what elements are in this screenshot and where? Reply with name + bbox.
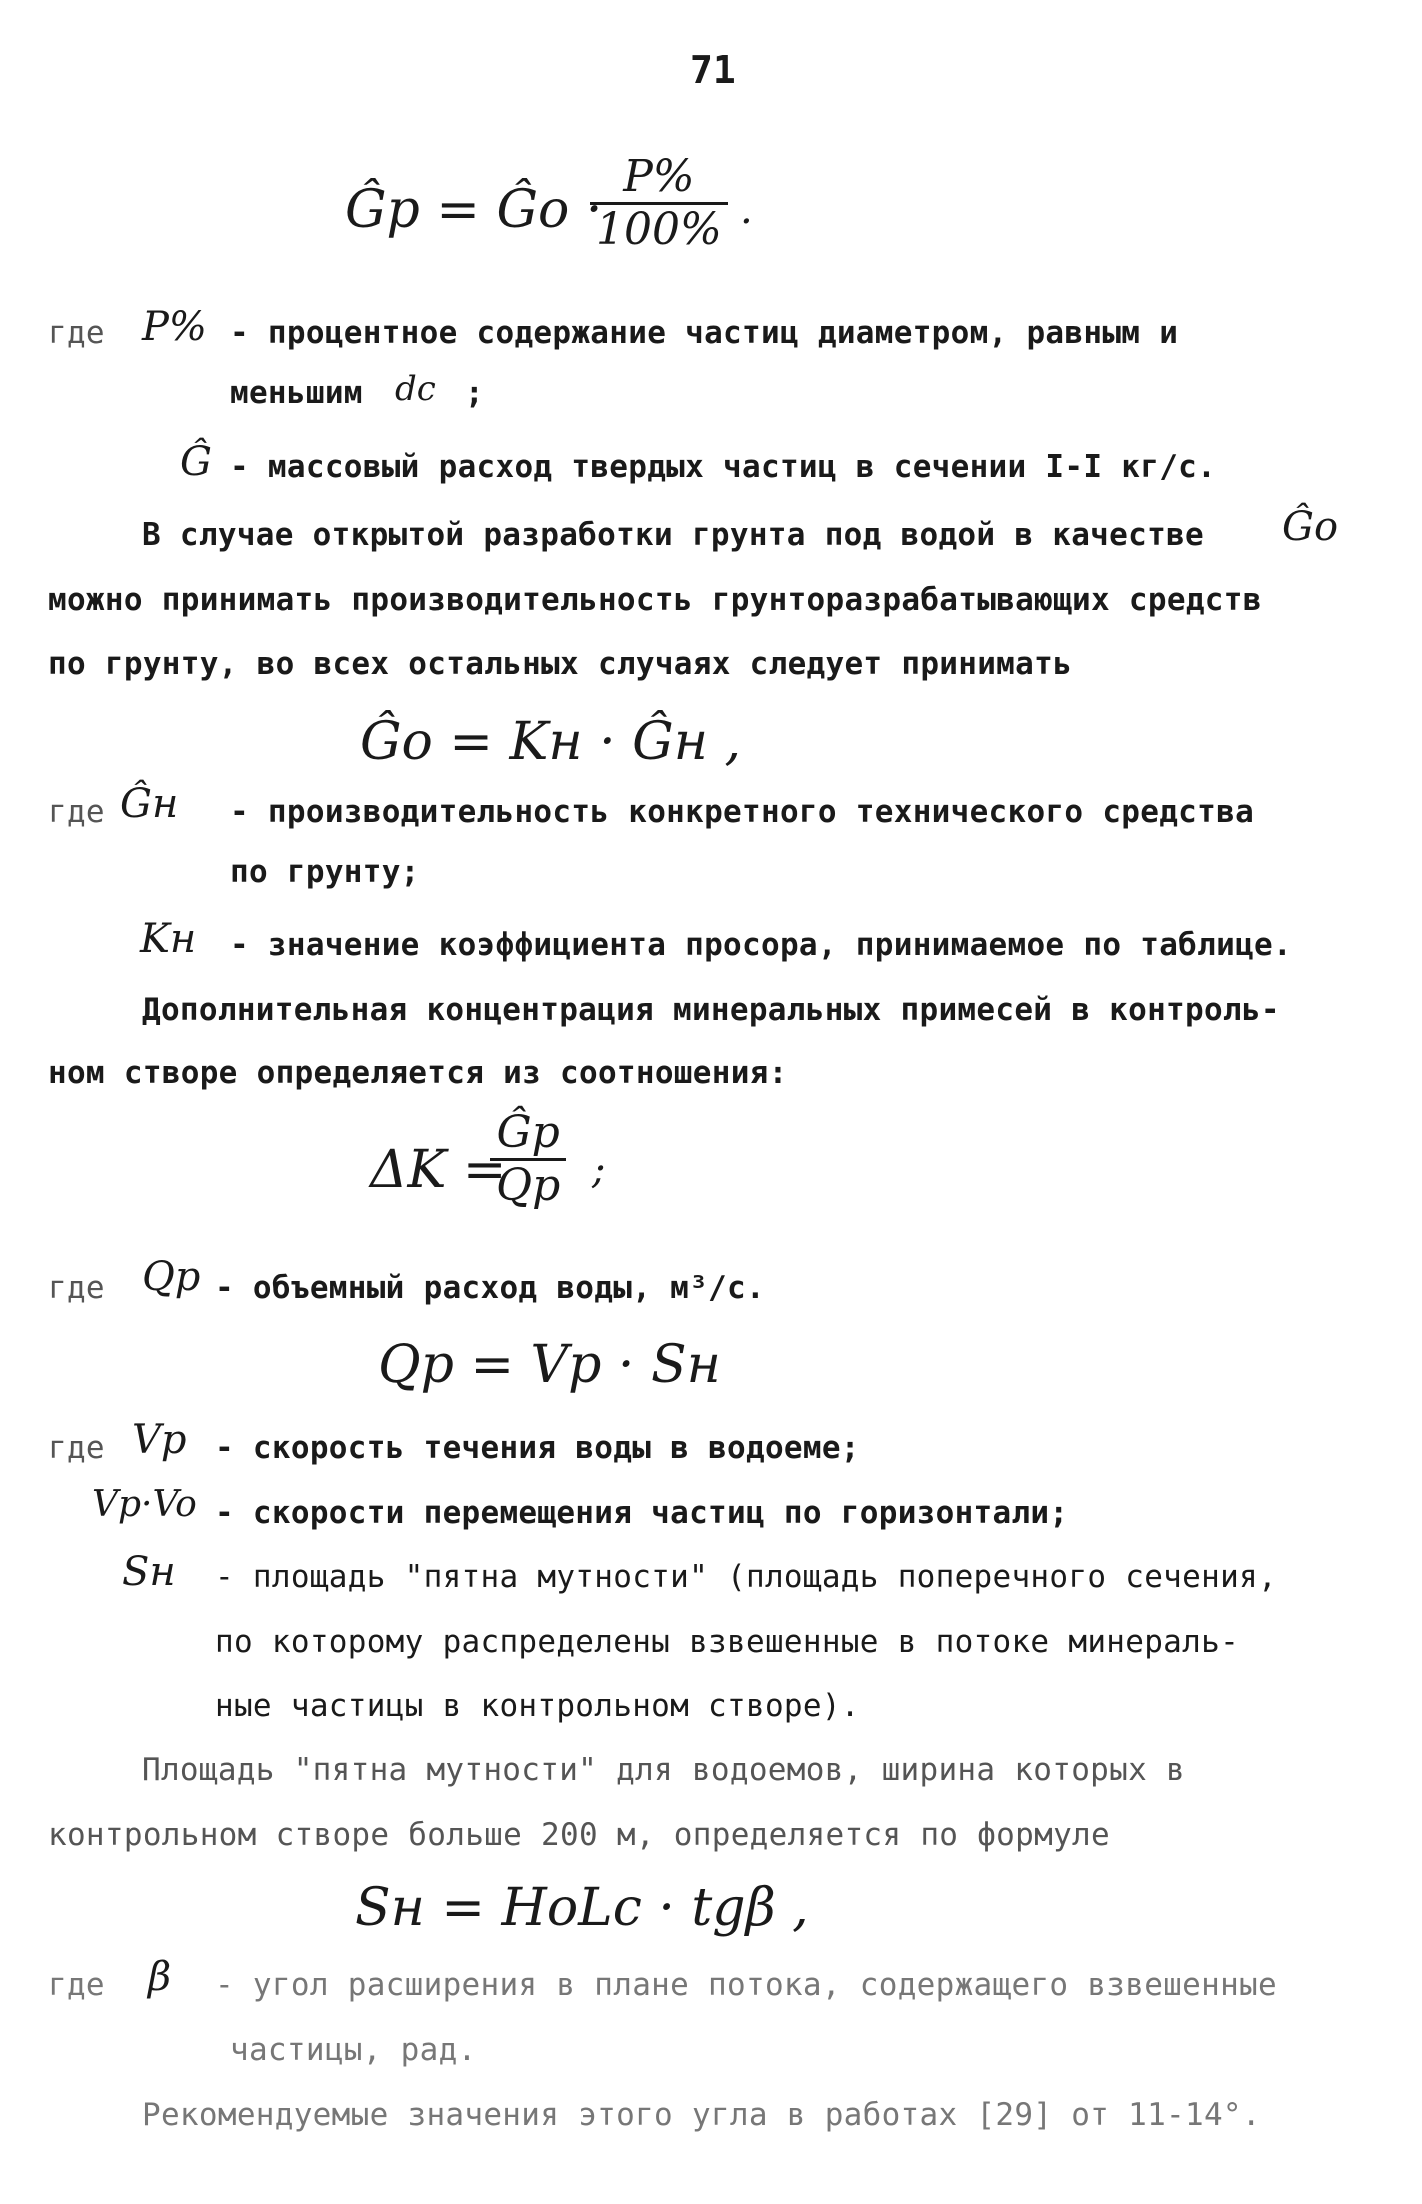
symbol-qp: Qp bbox=[142, 1254, 201, 1300]
where-label-4: где bbox=[48, 1430, 105, 1466]
para2-line2: ном створе определяется из соотношения: bbox=[48, 1055, 788, 1091]
def-g-line: - массовый расход твердых частиц в сечении I-I кг/с. bbox=[230, 449, 1217, 485]
def-gn-line1: - производительность конкретного технического средства bbox=[230, 794, 1255, 830]
formula-gp-lhs: Ĝp = Ĝo · bbox=[345, 180, 603, 240]
para4-line1: Рекомендуемые значения этого угла в работах [29] от 11-14°. bbox=[142, 2097, 1261, 2133]
symbol-dc: dc bbox=[395, 369, 436, 409]
def-qp-line: - объемный расход воды, м³/с. bbox=[215, 1270, 765, 1306]
para3-line1: Площадь "пятна мутности" для водоемов, ширина которых в bbox=[142, 1752, 1185, 1788]
def-sn-line1: - площадь "пятна мутности" (площадь поперечного сечения, bbox=[215, 1559, 1277, 1595]
def-sn-line3: ные частицы в контрольном створе). bbox=[215, 1688, 860, 1724]
def-vp-line: - скорость течения воды в водоеме; bbox=[215, 1430, 860, 1466]
formula-dk-lhs: ΔK = bbox=[370, 1140, 507, 1200]
formula-dk-fraction bbox=[490, 1108, 566, 1211]
formula-dk-end: ; bbox=[592, 1147, 606, 1193]
where-label-2: где bbox=[48, 794, 105, 830]
symbol-beta: β bbox=[148, 1954, 172, 2000]
symbol-g: Ĝ bbox=[180, 439, 212, 485]
formula-dk-denominator: Qp bbox=[496, 1160, 561, 1211]
formula-go: Ĝo = Kн · Ĝн , bbox=[360, 712, 742, 772]
symbol-vp: Vp bbox=[132, 1417, 187, 1463]
symbol-p-percent: P% bbox=[142, 304, 207, 350]
symbol-go: Ĝo bbox=[1282, 504, 1339, 550]
def-p-percent-line1: - процентное содержание частиц диаметром, равным и bbox=[230, 315, 1179, 351]
para1-line3: по грунту, во всех остальных случаях следует принимать bbox=[48, 646, 1073, 682]
where-label-5: где bbox=[48, 1967, 105, 2003]
def-kn-line: - значение коэффициента просора, принимаемое по таблице. bbox=[230, 927, 1292, 963]
para1-line1: В случае открытой разработки грунта под водой в качестве bbox=[142, 517, 1204, 553]
para3-line2: контрольном створе больше 200 м, определяется по формуле bbox=[48, 1817, 1110, 1853]
page-number: 71 bbox=[690, 48, 736, 92]
formula-gp-fraction bbox=[590, 152, 728, 255]
symbol-vp-vo: Vp·Vo bbox=[92, 1484, 197, 1525]
formula-gp-numerator: P% bbox=[590, 152, 728, 205]
symbol-kn: Kн bbox=[140, 916, 197, 962]
where-label: где bbox=[48, 315, 105, 351]
formula-gp-denominator: 100% bbox=[596, 204, 722, 255]
formula-sn: Sн = HoLc · tgβ , bbox=[355, 1878, 809, 1938]
symbol-sn: Sн bbox=[122, 1549, 176, 1595]
def-beta-line1: - угол расширения в плане потока, содержащего взвешенные bbox=[215, 1967, 1277, 2003]
where-label-3: где bbox=[48, 1270, 105, 1306]
formula-dk-numerator: Ĝp bbox=[490, 1108, 566, 1161]
def-gn-line2: по грунту; bbox=[230, 854, 420, 890]
def-vp-vo-line: - скорости перемещения частиц по горизонтали; bbox=[215, 1495, 1069, 1531]
def-sn-line2: по которому распределены взвешенные в потоке минераль- bbox=[215, 1624, 1240, 1660]
def-beta-line2: частицы, рад. bbox=[230, 2032, 477, 2068]
para1-line2: можно принимать производительность грунторазрабатывающих средств bbox=[48, 582, 1262, 618]
def-p-percent-line2: меньшим bbox=[230, 375, 363, 411]
def-p-percent-line2-end: ; bbox=[465, 375, 484, 411]
formula-qp: Qp = Vp · Sн bbox=[378, 1335, 721, 1395]
formula-gp-end: . bbox=[740, 187, 753, 233]
para2-line1: Дополнительная концентрация минеральных примесей в контроль- bbox=[142, 992, 1280, 1028]
symbol-gn: Ĝн bbox=[120, 781, 179, 827]
